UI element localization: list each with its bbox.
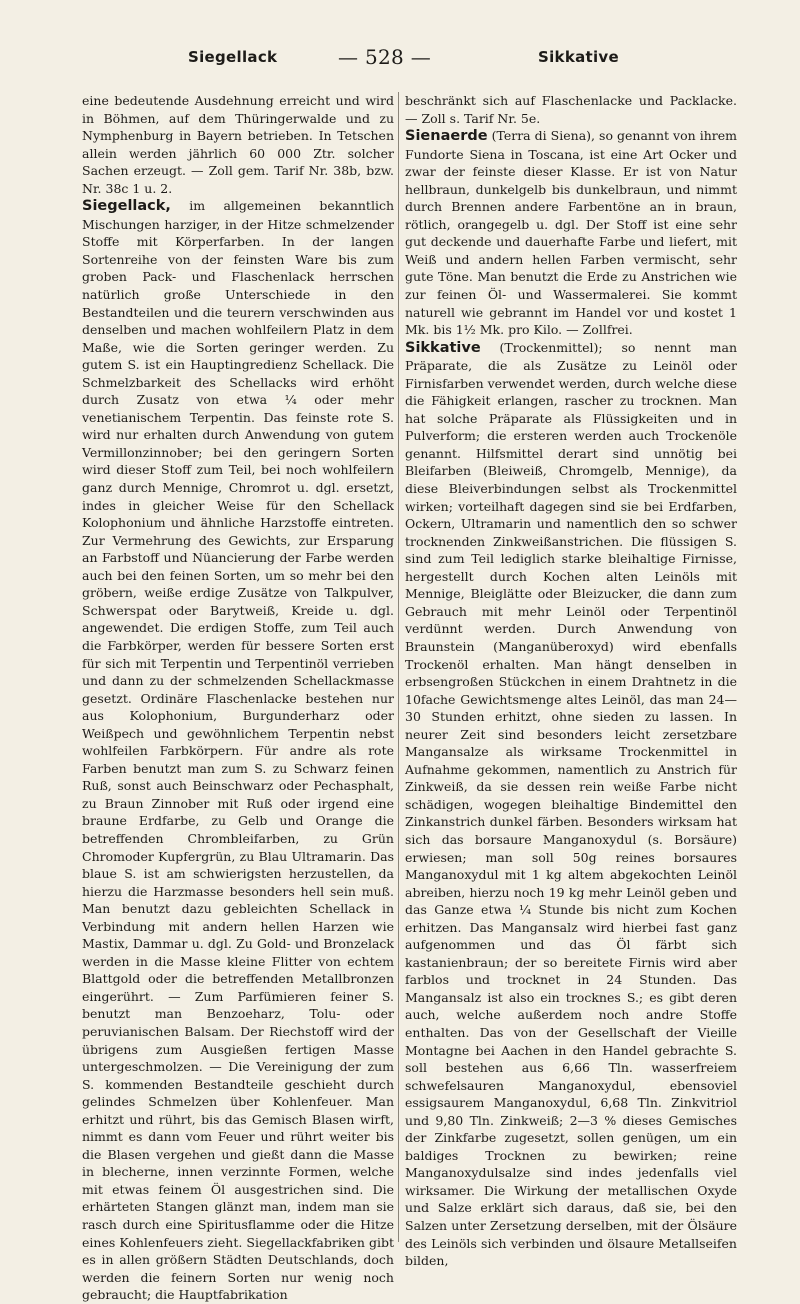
entry-body: (Trockenmittel); so nennt man Präparate, die als Zusätze zu Leinöl oder Firnisfarben verwendet werden, durch welche diese die Fähigkeit erlangen, rascher zu trocknen. Man hat solche Präparate als Flüssigkeiten und in Pulverform; die ersteren werden auch Trockenöle genannt. Hilfsmittel derart sind unnötig bei Bleifarben (Bleiweiß, Chromgelb, Mennige), da diese Bleiverbindungen selbst als Trockenmittel wirken; vorteilhaft dagegen sind sie bei Erdfarben, Ockern, Ultramarin und namentlich den so schwer trocknenden Zinkweißanstrichen. Die flüssigen S. sind zum Teil lediglich starke bleihaltige Firnisse, hergestellt durch Kochen alten Leinöls mit Mennige, Bleiglätte oder Bleizucker, die dann zum Gebrauch mit mehr Leinöl oder Terpentinöl verdünnt werden. Durch Anwendung von Braunstein (Manganüberoxyd) wird ebenfalls Trockenöl erhalten. Man hängt denselben in erbsengroßen Stückchen in einem Drahtnetz in die 10fache Gewichtsmenge altes Leinöl, das man 24—30 Stunden erhitzt, ohne sieden zu lassen. In neurer Zeit sind besonders leicht zersetzbare Mangansalze als wirksame Trockenmittel in Aufnahme gekommen, namentlich zu Anstrich für Zinkweiß, da sie dessen rein weiße Farbe nicht schädigen, wogegen bleihaltige Bindemittel den Zinkanstrich dunkel färben. Besonders wirksam hat sich das borsaure Manganoxydul (s. Borsäure) erwiesen; man soll 50g reines borsaures Manganoxydul mit 1 kg altem abgekochten Leinöl abreiben, hierzu noch 19 kg mehr Leinöl geben und das Ganze etwa ¼ Stunde bis nicht zum Kochen erhitzen. Das Mangansalz wird hierbei fast ganz aufgenommen und das Öl färbt sich kastanienbraun; der so bereitete Firnis wird aber farblos und trocknet in 24 Stunden. Das Mangansalz ist also ein trocknes S.; es gibt deren auch, welche außerdem noch andre Stoffe enthalten. Das von der Gesellschaft der Vieille Montagne bei Aachen in den Handel gebrachte S. soll bestehen aus 6,66 Tln. wasserfreiem schwefelsauren Manganoxydul, ebensoviel essigsaurem Manganoxydul, 6,68 Tln. Zinkvitriol und 9,80 Tln. Zinkweiß; 2—3 % dieses Gemisches der Zinkfarbe zugesetzt, sollen genügen, um ein baldiges Trocknen zu bewirken; reine Manganoxydulsalze sind indes jedenfalls viel wirksamer. Die Wirkung der metallischen Oxyde und Salze erklärt sich daraus, daß sie, bei den Salzen unter Zersetzung derselben, mit der Ölsäure des Leinöls sich verbinden und ölsaure Metallseifen bilden,	[405, 339, 737, 1269]
page-number: — 528 —	[338, 45, 432, 69]
header-right-keyword: Sikkative	[538, 48, 619, 66]
entry-siegellack	[82, 197, 394, 1303]
paragraph-continuation: eine bedeutende Ausdehnung erreicht und wird in Böhmen, auf dem Thüringerwalde und zu Nymphenburg in Bayern betrieben. In Tetschen allein werden jährlich 60 000 Ztr. solcher Sachen erzeugt. — Zoll gem. Tarif Nr. 38b, bzw. Nr. 38c 1 u. 2.	[82, 93, 394, 196]
entry-body: (Terra di Siena), so genannt von ihrem Fundorte Siena in Toscana, ist eine Art Ocker und zwar der feinste dieser Klasse. Er ist von Natur hellbraun, dunkelgelb bis dunkelbraun, und nimmt durch Brennen andere Farbentöne an in braun, rötlich, orangegelb u. dgl. Der Stoff ist eine sehr gut deckende und dauerhafte Farbe und liefert, mit Weiß und andern hellen Farben vermischt, sehr gute Töne. Man benutzt die Erde zu Anstrichen wie zur feinen Öl- und Wassermalerei. Sie kommt naturell wie gebrannt im Handel vor und kostet 1 Mk. bis 1½ Mk. pro Kilo. — Zollfrei.	[405, 128, 737, 338]
header-left-keyword: Siegellack	[188, 48, 278, 66]
running-header	[0, 45, 800, 74]
left-column	[82, 92, 394, 1304]
entry-sikkative	[405, 339, 737, 1270]
entry-body: im allgemeinen bekanntlich Mischungen harziger, in der Hitze schmelzender Stoffe mit Körperfarben. In der langen Sortenreihe von der feinsten Ware bis zum groben Pack- und Flaschenlack herrschen natürlich große Unterschiede in den Bestandteilen und die teurern verschwinden aus denselben und machen wohlfeilern Platz in dem Maße, wie die Sorten geringer werden. Zu gutem S. ist ein Hauptingredienz Schellack. Die Schmelzbarkeit des Schellacks wird erhöht durch Zusatz von etwa ¼ oder mehr venetianischem Terpentin. Das feinste rote S. wird nur erhalten durch Anwendung von gutem Vermillonzinnober; bei den geringern Sorten wird dieser Stoff zum Teil, bei noch wohlfeilern ganz durch Mennige, Chromrot u. dgl. ersetzt, indes in gleicher Weise für den Schellack Kolophonium und ähnliche Harzstoffe eintreten. Zur Vermehrung des Gewichts, zur Ersparung an Farbstoff und Nüancierung der Farbe werden auch bei den feinen Sorten, um so mehr bei den gröbern, weiße erdige Zusätze von Talkpulver, Schwerspat oder Barytweiß, Kreide u. dgl. angewendet. Die erdigen Stoffe, zum Teil auch die Farbkörper, werden für bessere Sorten erst für sich mit Terpentin und Terpentinöl verrieben und dann zu der schmelzenden Schellackmasse gesetzt. Ordinäre Flaschenlacke bestehen nur aus Kolophonium, Burgunderharz oder Weißpech und gewöhnlichem Terpentin nebst wohlfeilen Farbkörpern. Für andre als rote Farben benutzt man zum S. zu Schwarz feinen Ruß, sonst auch Beinschwarz oder Pechasphalt, zu Braun Zinnober mit Ruß oder irgend eine braune Erdfarbe, zu Gelb und Orange die betreffenden Chrombleifarben, zu Grün Chromoder Kupfergrün, zu Blau Ultramarin. Das blaue S. ist am schwierigsten herzustellen, da hierzu die Harzmasse besonders hell sein muß. Man benutzt dazu gebleichten Schellack in Verbindung mit andern hellen Harzen wie Mastix, Dammar u. dgl. Zu Gold- und Bronzelack werden in die Masse kleine Flitter von echtem Blattgold oder die betreffenden Metallbronzen eingerührt. — Zum Parfümieren feiner S. benutzt man Benzoeharz, Tolu- oder peruvianischen Balsam. Der Riechstoff wird der übrigens zum Ausgießen fertigen Masse untergeschmolzen. — Die Vereinigung der zum S. kommenden Bestandteile geschieht durch gelindes Schmelzen über Kohlenfeuer. Man erhitzt und rührt, bis das Gemisch Blasen wirft, nimmt es dann vom Feuer und rührt weiter bis die Blasen vergehen und gießt dann die Masse in blecherne, innen verzinnte Formen, welche mit etwas feinem Öl ausgestrichen sind. Die erhärteten Stangen glänzt man, indem man sie rasch durch eine Spiritusflamme oder die Hitze eines Kohlenfeuers zieht. Siegellackfabriken gibt es in allen größern Städten Deutschlands, doch werden die feinern Sorten nur wenig noch gebraucht; die Hauptfabrikation	[82, 198, 394, 1303]
paragraph-continuation: beschränkt sich auf Flaschenlacke und Packlacke. — Zoll s. Tarif Nr. 5e.	[405, 93, 737, 126]
column-divider	[398, 92, 399, 1242]
right-column	[405, 92, 737, 1270]
entry-sienaerde	[405, 127, 737, 339]
entry-headword: Sikkative	[405, 339, 481, 356]
entry-headword: Sienaerde	[405, 128, 488, 145]
entry-headword: Siegellack,	[82, 198, 171, 215]
